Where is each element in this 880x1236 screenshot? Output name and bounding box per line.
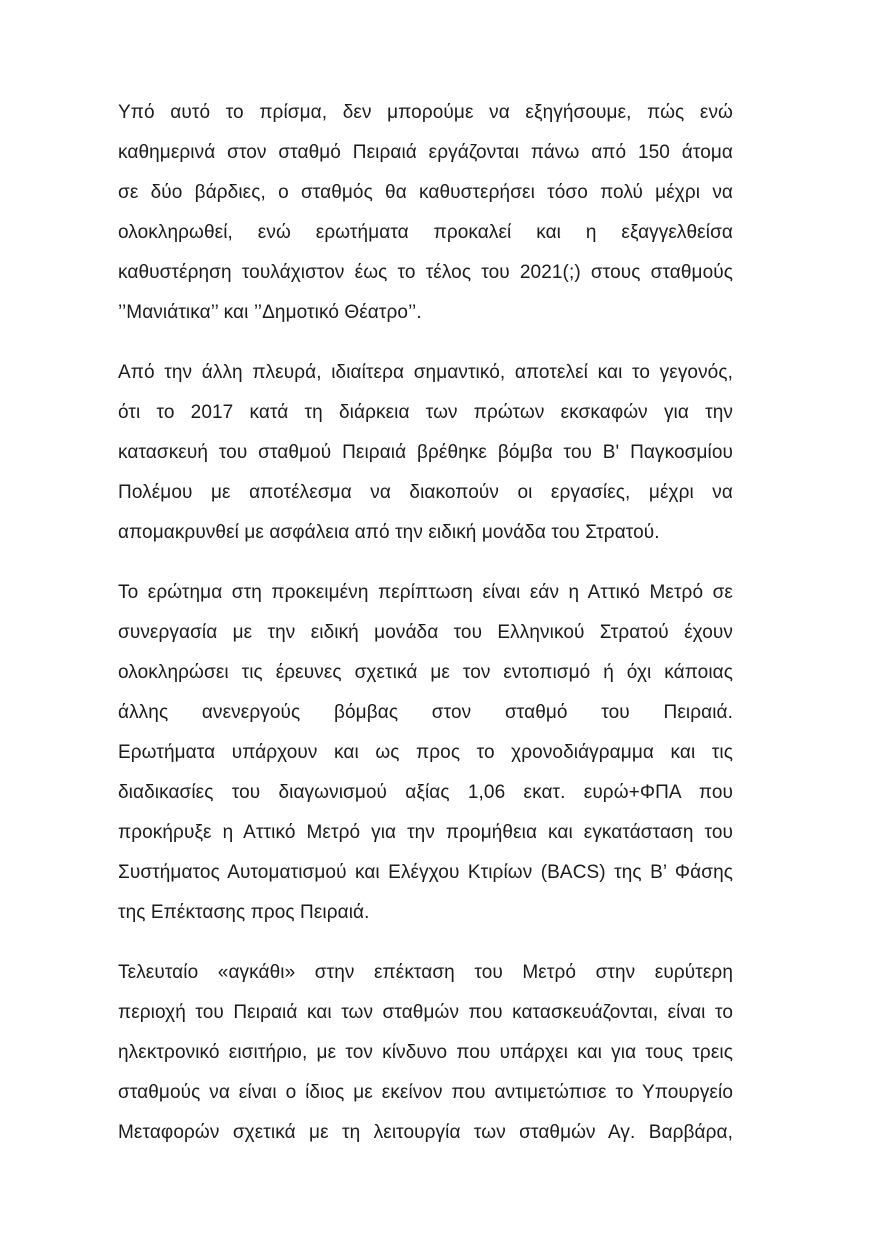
text-line: ολοκληρωθεί, ενώ ερωτήματα προκαλεί και η εξαγγελθείσα [118, 222, 733, 243]
paragraph-3 [118, 573, 733, 933]
text-line: προκήρυξε η Αττικό Μετρό για την προμήθεια και εγκατάσταση του [118, 822, 733, 843]
text-line: σε δύο βάρδιες, ο σταθμός θα καθυστερήσει τόσο πολύ μέχρι να [118, 182, 733, 203]
text-line: απομακρυνθεί με ασφάλεια από την ειδική μονάδα του Στρατού. [118, 522, 660, 543]
text-line: Από την άλλη πλευρά, ιδιαίτερα σημαντικό, αποτελεί και το γεγονός, [118, 362, 733, 383]
paragraph-4 [118, 953, 733, 1153]
text-line: καθημερινά στον σταθμό Πειραιά εργάζονται πάνω από 150 άτομα [118, 142, 733, 163]
text-line: Υπό αυτό το πρίσμα, δεν μπορούμε να εξηγήσουμε, πώς ενώ [118, 102, 733, 123]
text-line: ηλεκτρονικό εισιτήριο, με τον κίνδυνο που υπάρχει και για τους τρεις [118, 1042, 733, 1063]
paragraph-2 [118, 353, 733, 553]
text-line: συνεργασία με την ειδική μονάδα του Ελληνικού Στρατού έχουν [118, 622, 733, 643]
paragraph-1 [118, 93, 733, 333]
text-line: ολοκληρώσει τις έρευνες σχετικά με τον εντοπισμό ή όχι κάποιας [118, 662, 733, 683]
text-line: Ερωτήματα υπάρχουν και ως προς το χρονοδιάγραμμα και τις [118, 742, 733, 763]
text-line: Πολέμου με αποτέλεσμα να διακοπούν οι εργασίες, μέχρι να [118, 482, 733, 503]
text-line: περιοχή του Πειραιά και των σταθμών που κατασκευάζονται, είναι το [118, 1002, 733, 1023]
document-text-block [118, 93, 733, 1173]
text-line: άλλης ανενεργούς βόμβας στον σταθμό του Πειραιά. [118, 702, 733, 723]
text-line: Το ερώτημα στη προκειμένη περίπτωση είναι εάν η Αττικό Μετρό σε [118, 582, 733, 603]
text-line: της Επέκτασης προς Πειραιά. [118, 902, 370, 923]
text-line: ’’Μανιάτικα’’ και ’’Δημοτικό Θέατρο’’. [118, 302, 422, 323]
text-line: Συστήματος Αυτοματισμού και Ελέγχου Κτιρίων (BACS) της Β’ Φάσης [118, 862, 733, 883]
text-line: διαδικασίες του διαγωνισμού αξίας 1,06 εκατ. ευρώ+ΦΠΑ που [118, 782, 733, 803]
text-line: σταθμούς να είναι ο ίδιος με εκείνον που αντιμετώπισε το Υπουργείο [118, 1082, 733, 1103]
text-line: Τελευταίο «αγκάθι» στην επέκταση του Μετρό στην ευρύτερη [118, 962, 733, 983]
text-line: ότι το 2017 κατά τη διάρκεια των πρώτων εκσκαφών για την [118, 402, 733, 423]
text-line: καθυστέρηση τουλάχιστον έως το τέλος του 2021(;) στους σταθμούς [118, 262, 733, 283]
text-line: κατασκευή του σταθμού Πειραιά βρέθηκε βόμβα του Β' Παγκοσμίου [118, 442, 733, 463]
text-line: Μεταφορών σχετικά με τη λειτουργία των σταθμών Αγ. Βαρβάρα, [118, 1122, 733, 1143]
